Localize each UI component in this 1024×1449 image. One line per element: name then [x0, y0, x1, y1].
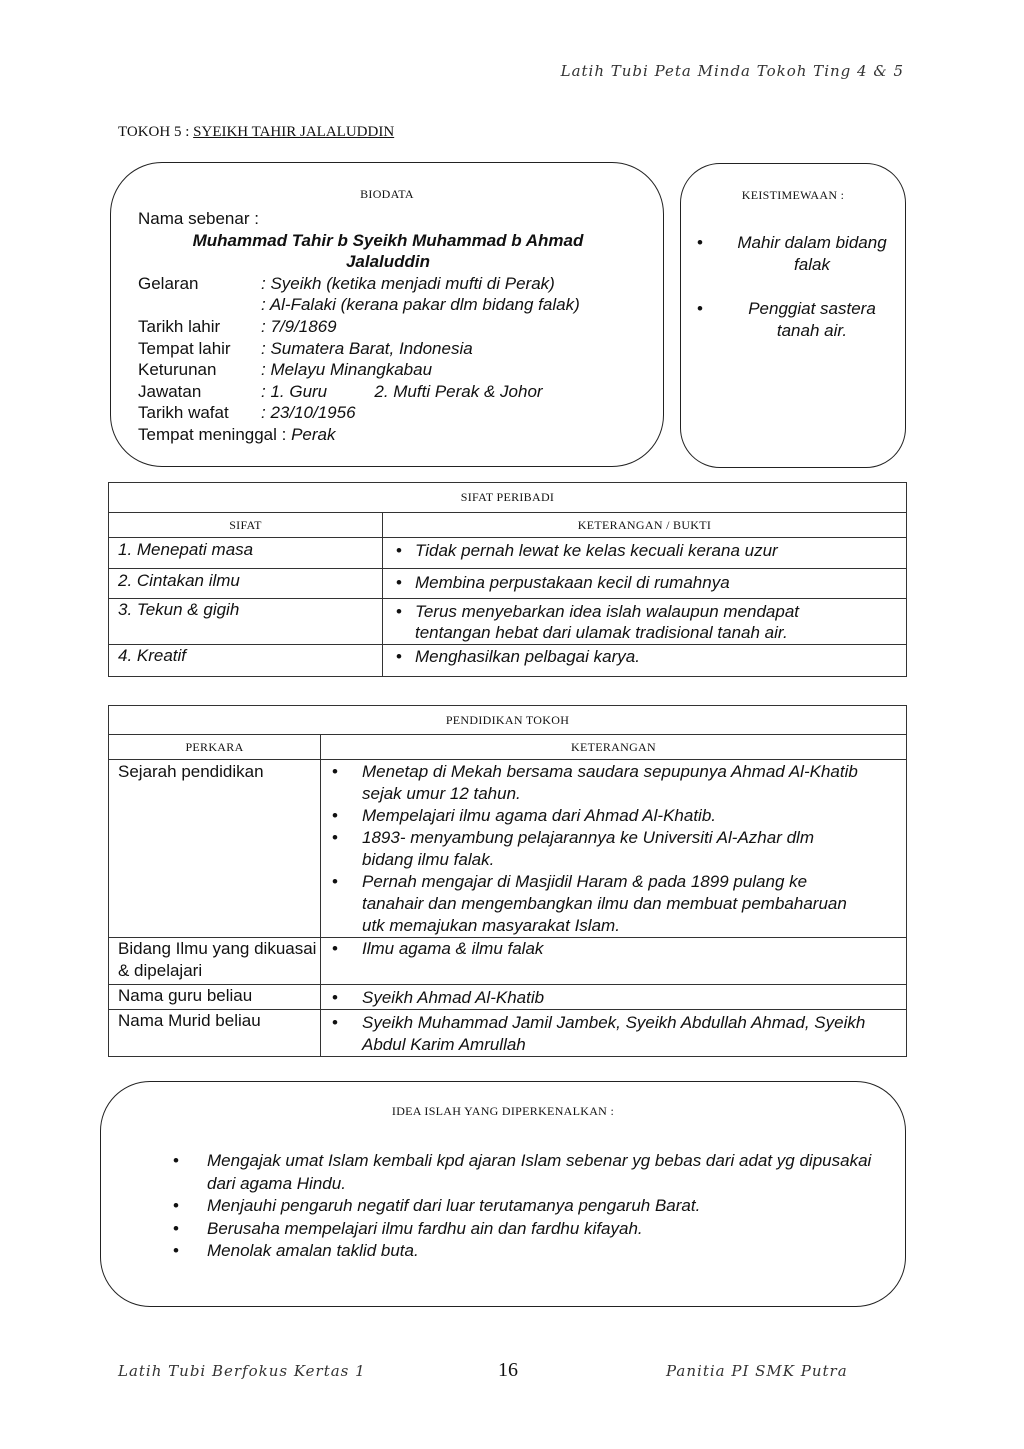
bio-value: : Sumatera Barat, Indonesia [261, 338, 473, 358]
pendidikan-table [108, 705, 907, 1057]
list-item: • Menetap di Mekah bersama saudara sepupunya Ahmad Al-Khatib sejak umur 12 tahun. [362, 761, 866, 805]
bio-value: : 7/9/1869 [261, 316, 337, 336]
bio-value: : 23/10/1956 [261, 403, 356, 423]
tempat-meninggal [138, 424, 648, 446]
keistimewaan-heading: KEISTIMEWAAN : [741, 188, 845, 202]
table-row [109, 938, 907, 985]
bio-label: Gelaran [138, 273, 199, 293]
bio-value: : 1. Guru 2. Mufti Perak & Johor [261, 381, 543, 401]
footer-right: Panitia PI SMK Putra [666, 1362, 848, 1380]
bio-row [138, 338, 648, 360]
idea-heading: IDEA ISLAH YANG DIPERKENALKAN : [391, 1104, 615, 1118]
list-item: • Penggiat sastera tanah air. [727, 298, 897, 342]
biodata-body [138, 208, 648, 446]
keterangan-cell [321, 985, 907, 1010]
nama-label: Nama sebenar : [138, 209, 259, 228]
idea-list [207, 1150, 887, 1263]
keterangan-list [362, 1012, 866, 1056]
list-item: • Berusaha mempelajari ilmu fardhu ain dan fardhu kifayah. [207, 1218, 887, 1241]
table-row [109, 569, 907, 599]
bullet-icon: • [396, 602, 402, 621]
bio-row [138, 381, 648, 403]
table-row [109, 645, 907, 677]
list-item: • Syeikh Muhammad Jamil Jambek, Syeikh Abdullah Ahmad, Syeikh Abdul Karim Amrullah [362, 1012, 866, 1056]
keterangan-col-header: KETERANGAN [321, 735, 907, 760]
bukti-text: Tidak pernah lewat ke kelas kecuali kerana uzur [415, 541, 778, 560]
running-header: Latih Tubi Peta Minda Tokoh Ting 4 & 5 [560, 62, 904, 80]
table-row [109, 985, 907, 1010]
perkara-col-header: PERKARA [109, 735, 321, 760]
pendidikan-title: PENDIDIKAN TOKOH [109, 706, 907, 735]
sifat-cell: 3. Tekun & gigih [109, 599, 383, 645]
biodata-box [110, 162, 664, 467]
bio-row [138, 273, 648, 295]
bio-row [138, 359, 648, 381]
tokoh-name: SYEIKH TAHIR JALALUDDIN [193, 124, 395, 140]
bukti-cell [383, 538, 907, 569]
bio-row [138, 402, 648, 424]
keistimewaan-box [680, 163, 906, 468]
list-item: • Mengajak umat Islam kembali kpd ajaran Islam sebenar yg bebas dari adat yg dipusakai dari agama Hindu. [207, 1150, 887, 1195]
list-item: • Syeikh Ahmad Al-Khatib [362, 987, 906, 1009]
bio-label: Jawatan [138, 381, 202, 401]
tokoh-title [118, 124, 394, 141]
footer-left: Latih Tubi Berfokus Kertas 1 [118, 1362, 366, 1380]
table-row [109, 1010, 907, 1057]
perkara-cell: Nama Murid beliau [109, 1010, 321, 1057]
sifat-cell: 2. Cintakan ilmu [109, 569, 383, 599]
bukti-text: Terus menyebarkan idea islah walaupun mendapat tentangan hebat dari ulamak tradisional tanah air. [415, 602, 800, 642]
perkara-cell: Nama guru beliau [109, 985, 321, 1010]
bio-label [138, 294, 261, 316]
tokoh-prefix: TOKOH 5 : [118, 124, 194, 140]
keterangan-cell [321, 760, 907, 938]
sifat-cell: 1. Menepati masa [109, 538, 383, 569]
bio-label: Tarikh lahir [138, 316, 221, 336]
bullet-icon: • [396, 647, 402, 666]
perkara-cell: Bidang Ilmu yang dikuasai & dipelajari [109, 938, 321, 985]
bullet-icon: • [396, 541, 402, 560]
bukti-cell [383, 599, 907, 645]
sifat-col-header: SIFAT [109, 513, 383, 538]
table-row [109, 599, 907, 645]
keterangan-col-header: KETERANGAN / BUKTI [383, 513, 907, 538]
bukti-cell [383, 645, 907, 677]
bio-value: : Syeikh (ketika menjadi mufti di Perak) [261, 273, 555, 293]
list-item: • Menjauhi pengaruh negatif dari luar terutamanya pengaruh Barat. [207, 1195, 887, 1218]
bio-label: Keturunan [138, 360, 217, 380]
bio-value: : Melayu Minangkabau [261, 360, 433, 380]
keterangan-list [362, 761, 866, 937]
bio-row [138, 316, 648, 338]
keterangan-cell [321, 1010, 907, 1057]
bio-label: Tarikh wafat [138, 403, 229, 423]
keistimewaan-list [727, 232, 897, 364]
biodata-heading: BIODATA [360, 187, 414, 201]
idea-islah-box [100, 1081, 906, 1307]
table-row [109, 760, 907, 938]
sifat-cell: 4. Kreatif [109, 645, 383, 677]
sifat-title: SIFAT PERIBADI [109, 483, 907, 513]
bio-row [138, 294, 648, 316]
keterangan-list [362, 938, 906, 960]
meninggal-label: Tempat meninggal : [138, 424, 292, 444]
list-item: • Ilmu agama & ilmu falak [362, 938, 906, 960]
list-item: • Pernah mengajar di Masjidil Haram & pada 1899 pulang ke tanahair dan mengembangkan ilmu dan membuat pembaharuan utk memajukan masyarakat Islam. [362, 871, 866, 937]
page-number: 16 [498, 1359, 518, 1381]
bio-value: : Al-Falaki (kerana pakar dlm bidang falak) [261, 295, 580, 315]
nama-line-1: Muhammad Tahir b Syeikh Muhammad b Ahmad [192, 230, 584, 250]
list-item: • 1893- menyambung pelajarannya ke Universiti Al-Azhar dlm bidang ilmu falak. [362, 827, 866, 871]
table-row [109, 538, 907, 569]
bukti-text: Menghasilkan pelbagai karya. [415, 647, 640, 666]
perkara-cell: Sejarah pendidikan [109, 760, 321, 938]
bukti-cell [383, 569, 907, 599]
bio-label: Tempat lahir [138, 338, 231, 358]
sifat-table [108, 482, 907, 677]
meninggal-value: Perak [291, 424, 336, 444]
nama-line-2: Jalaluddin [345, 252, 431, 272]
list-item: • Mempelajari ilmu agama dari Ahmad Al-Khatib. [362, 805, 866, 827]
list-item: • Mahir dalam bidang falak [727, 232, 897, 276]
keterangan-list [362, 987, 906, 1009]
bullet-icon: • [396, 573, 402, 592]
list-item: • Menolak amalan taklid buta. [207, 1240, 887, 1263]
bukti-text: Membina perpustakaan kecil di rumahnya [415, 573, 730, 592]
keterangan-cell [321, 938, 907, 985]
